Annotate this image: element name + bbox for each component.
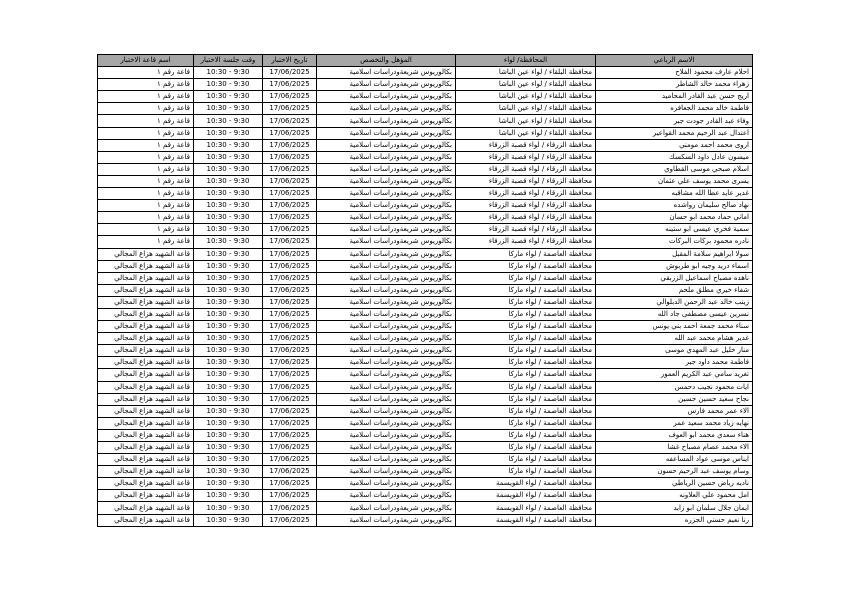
cell-full-name: اروى محمد احمد مومني	[596, 139, 753, 151]
cell-exam-date: 17/06/2025	[263, 381, 317, 393]
cell-exam-time: 9:30 - 10:30	[194, 139, 263, 151]
table-row	[98, 236, 753, 248]
table-row	[98, 200, 753, 212]
cell-exam-hall: قاعة الشهيد هزاع المجالي	[98, 284, 194, 296]
table-row	[98, 429, 753, 441]
table-row	[98, 321, 753, 333]
cell-exam-hall: قاعة الشهيد هزاع المجالي	[98, 417, 194, 429]
cell-full-name: اريج حسن عبد القادر المحاميد	[596, 91, 753, 103]
cell-qualification: بكالوريوس شريعةودراسات اسلامية	[317, 103, 456, 115]
cell-governorate: محافظة العاصمة / لواء القويسمة	[456, 514, 596, 526]
cell-exam-time: 9:30 - 10:30	[194, 333, 263, 345]
cell-exam-date: 17/06/2025	[263, 296, 317, 308]
cell-exam-time: 9:30 - 10:30	[194, 357, 263, 369]
cell-exam-time: 9:30 - 10:30	[194, 127, 263, 139]
cell-exam-time: 9:30 - 10:30	[194, 175, 263, 187]
cell-exam-hall: قاعة رقم ١	[98, 139, 194, 151]
table-row	[98, 163, 753, 175]
cell-exam-time: 9:30 - 10:30	[194, 454, 263, 466]
cell-governorate: محافظة العاصمة / لواء ماركا	[456, 357, 596, 369]
cell-governorate: محافظة العاصمة / لواء ماركا	[456, 369, 596, 381]
cell-exam-date: 17/06/2025	[263, 405, 317, 417]
cell-exam-date: 17/06/2025	[263, 442, 317, 454]
table-row	[98, 188, 753, 200]
cell-exam-hall: قاعة الشهيد هزاع المجالي	[98, 333, 194, 345]
cell-full-name: ايمان جلال سلمان ابو زايد	[596, 502, 753, 514]
cell-exam-time: 9:30 - 10:30	[194, 200, 263, 212]
table-row	[98, 67, 753, 79]
cell-exam-hall: قاعة الشهيد هزاع المجالي	[98, 466, 194, 478]
cell-qualification: بكالوريوس شريعةودراسات اسلامية	[317, 248, 456, 260]
cell-qualification: بكالوريوس شريعةودراسات اسلامية	[317, 442, 456, 454]
cell-governorate: محافظة العاصمة / لواء ماركا	[456, 272, 596, 284]
cell-exam-hall: قاعة رقم ١	[98, 224, 194, 236]
cell-exam-date: 17/06/2025	[263, 188, 317, 200]
cell-exam-date: 17/06/2025	[263, 478, 317, 490]
cell-exam-time: 9:30 - 10:30	[194, 308, 263, 320]
cell-governorate: محافظة العاصمة / لواء ماركا	[456, 333, 596, 345]
cell-full-name: اماني حماد محمد ابو حسان	[596, 212, 753, 224]
cell-exam-hall: قاعة الشهيد هزاع المجالي	[98, 442, 194, 454]
header-governorate: المحافظة/ لواء	[456, 55, 596, 67]
cell-exam-time: 9:30 - 10:30	[194, 272, 263, 284]
cell-full-name: غدير عايد عطا الله مشاقبه	[596, 188, 753, 200]
table-row	[98, 514, 753, 526]
cell-exam-time: 9:30 - 10:30	[194, 163, 263, 175]
cell-exam-date: 17/06/2025	[263, 67, 317, 79]
cell-governorate: محافظة العاصمة / لواء القويسمة	[456, 502, 596, 514]
header-exam-time: وقت جلسة الاختبار	[194, 55, 263, 67]
cell-exam-hall: قاعة رقم ١	[98, 115, 194, 127]
cell-qualification: بكالوريوس شريعةودراسات اسلامية	[317, 345, 456, 357]
cell-exam-date: 17/06/2025	[263, 308, 317, 320]
cell-full-name: نهاد صالح سليمان رواشده	[596, 200, 753, 212]
cell-qualification: بكالوريوس شريعةودراسات اسلامية	[317, 502, 456, 514]
cell-exam-time: 9:30 - 10:30	[194, 115, 263, 127]
cell-full-name: سولا ابراهيم سلامة المقبل	[596, 248, 753, 260]
cell-qualification: بكالوريوس شريعةودراسات اسلامية	[317, 188, 456, 200]
cell-exam-hall: قاعة الشهيد هزاع المجالي	[98, 478, 194, 490]
cell-full-name: ميسون عادل داود السكسك	[596, 151, 753, 163]
exam-schedule-sheet	[97, 54, 752, 527]
cell-governorate: محافظة الزرقاء / لواء قصبة الزرقاء	[456, 200, 596, 212]
header-qualification: المؤهل والتخصص	[317, 55, 456, 67]
cell-exam-time: 9:30 - 10:30	[194, 79, 263, 91]
cell-governorate: محافظة البلقاء / لواء عين الباشا	[456, 103, 596, 115]
cell-qualification: بكالوريوس شريعةودراسات اسلامية	[317, 381, 456, 393]
cell-governorate: محافظة العاصمة / لواء ماركا	[456, 442, 596, 454]
cell-exam-time: 9:30 - 10:30	[194, 345, 263, 357]
cell-full-name: الاء محمد عصام مصباح غشا	[596, 442, 753, 454]
cell-exam-hall: قاعة الشهيد هزاع المجالي	[98, 490, 194, 502]
cell-full-name: ناهده مصباح اسماعيل الزربقي	[596, 272, 753, 284]
cell-exam-hall: قاعة الشهيد هزاع المجالي	[98, 405, 194, 417]
cell-exam-hall: قاعة الشهيد هزاع المجالي	[98, 296, 194, 308]
cell-exam-date: 17/06/2025	[263, 357, 317, 369]
cell-exam-time: 9:30 - 10:30	[194, 236, 263, 248]
cell-full-name: الاء عمر محمد فارس	[596, 405, 753, 417]
cell-exam-hall: قاعة الشهيد هزاع المجالي	[98, 345, 194, 357]
cell-qualification: بكالوريوس شريعةودراسات اسلامية	[317, 151, 456, 163]
cell-qualification: بكالوريوس شريعةودراسات اسلامية	[317, 478, 456, 490]
cell-full-name: تغريد سامي عبد الكريم العمور	[596, 369, 753, 381]
cell-exam-time: 9:30 - 10:30	[194, 393, 263, 405]
table-body	[98, 67, 753, 527]
cell-governorate: محافظة العاصمة / لواء القويسمة	[456, 478, 596, 490]
cell-qualification: بكالوريوس شريعةودراسات اسلامية	[317, 127, 456, 139]
cell-qualification: بكالوريوس شريعةودراسات اسلامية	[317, 333, 456, 345]
cell-full-name: ايات محمود نجيب دحمس	[596, 381, 753, 393]
cell-full-name: فاطمة محمد داود جبر	[596, 357, 753, 369]
cell-qualification: بكالوريوس شريعةودراسات اسلامية	[317, 224, 456, 236]
table-row	[98, 490, 753, 502]
exam-schedule-table	[97, 54, 753, 527]
cell-qualification: بكالوريوس شريعةودراسات اسلامية	[317, 200, 456, 212]
cell-governorate: محافظة العاصمة / لواء ماركا	[456, 429, 596, 441]
table-row	[98, 139, 753, 151]
cell-exam-time: 9:30 - 10:30	[194, 442, 263, 454]
cell-qualification: بكالوريوس شريعةودراسات اسلامية	[317, 212, 456, 224]
table-row	[98, 248, 753, 260]
cell-exam-date: 17/06/2025	[263, 393, 317, 405]
header-exam-date: تاريخ الاختبار	[263, 55, 317, 67]
table-row	[98, 369, 753, 381]
cell-governorate: محافظة البلقاء / لواء عين الباشا	[456, 115, 596, 127]
cell-full-name: هناء سعدي محمد ابو العوف	[596, 429, 753, 441]
cell-qualification: بكالوريوس شريعةودراسات اسلامية	[317, 308, 456, 320]
cell-qualification: بكالوريوس شريعةودراسات اسلامية	[317, 357, 456, 369]
table-row	[98, 333, 753, 345]
table-row	[98, 284, 753, 296]
cell-qualification: بكالوريوس شريعةودراسات اسلامية	[317, 91, 456, 103]
cell-full-name: احلام عارف محمود الفلاح	[596, 67, 753, 79]
cell-exam-time: 9:30 - 10:30	[194, 212, 263, 224]
cell-exam-date: 17/06/2025	[263, 163, 317, 175]
cell-full-name: نسرين عيسى مصطفى جاد الله	[596, 308, 753, 320]
cell-exam-date: 17/06/2025	[263, 151, 317, 163]
cell-full-name: نادره محمود بركات البركات	[596, 236, 753, 248]
cell-exam-hall: قاعة رقم ١	[98, 67, 194, 79]
cell-governorate: محافظة البلقاء / لواء عين الباشا	[456, 91, 596, 103]
cell-governorate: محافظة العاصمة / لواء ماركا	[456, 393, 596, 405]
cell-exam-date: 17/06/2025	[263, 454, 317, 466]
cell-exam-date: 17/06/2025	[263, 417, 317, 429]
cell-full-name: ناديه رياض حسين الرياطي	[596, 478, 753, 490]
cell-full-name: منار خليل عبد المهدي موسى	[596, 345, 753, 357]
cell-full-name: نهايه زياد محمد سعيد عمر	[596, 417, 753, 429]
cell-governorate: محافظة البلقاء / لواء عين الباشا	[456, 79, 596, 91]
cell-governorate: محافظة العاصمة / لواء ماركا	[456, 417, 596, 429]
cell-governorate: محافظة الزرقاء / لواء قصبة الزرقاء	[456, 139, 596, 151]
cell-full-name: سمية فخري عيسى ابو ستينه	[596, 224, 753, 236]
cell-exam-date: 17/06/2025	[263, 212, 317, 224]
cell-qualification: بكالوريوس شريعةودراسات اسلامية	[317, 454, 456, 466]
header-full-name: الاسم الرباعي	[596, 55, 753, 67]
cell-exam-hall: قاعة الشهيد هزاع المجالي	[98, 502, 194, 514]
cell-exam-time: 9:30 - 10:30	[194, 151, 263, 163]
cell-exam-hall: قاعة الشهيد هزاع المجالي	[98, 429, 194, 441]
table-row	[98, 272, 753, 284]
table-row	[98, 466, 753, 478]
cell-qualification: بكالوريوس شريعةودراسات اسلامية	[317, 417, 456, 429]
table-row	[98, 417, 753, 429]
cell-full-name: شفاء خيري مطلق ملحم	[596, 284, 753, 296]
cell-exam-hall: قاعة الشهيد هزاع المجالي	[98, 357, 194, 369]
cell-exam-date: 17/06/2025	[263, 91, 317, 103]
cell-exam-time: 9:30 - 10:30	[194, 381, 263, 393]
cell-exam-time: 9:30 - 10:30	[194, 260, 263, 272]
cell-exam-hall: قاعة الشهيد هزاع المجالي	[98, 454, 194, 466]
cell-exam-hall: قاعة رقم ١	[98, 188, 194, 200]
cell-governorate: محافظة الزرقاء / لواء قصبة الزرقاء	[456, 175, 596, 187]
table-row	[98, 91, 753, 103]
table-row	[98, 296, 753, 308]
cell-qualification: بكالوريوس شريعةودراسات اسلامية	[317, 79, 456, 91]
cell-governorate: محافظة الزرقاء / لواء قصبة الزرقاء	[456, 224, 596, 236]
cell-governorate: محافظة الزرقاء / لواء قصبة الزرقاء	[456, 151, 596, 163]
cell-exam-date: 17/06/2025	[263, 369, 317, 381]
cell-full-name: وفاء عبد القادر جودت جبر	[596, 115, 753, 127]
cell-qualification: بكالوريوس شريعةودراسات اسلامية	[317, 115, 456, 127]
cell-exam-time: 9:30 - 10:30	[194, 490, 263, 502]
table-row	[98, 357, 753, 369]
cell-exam-date: 17/06/2025	[263, 103, 317, 115]
cell-exam-time: 9:30 - 10:30	[194, 429, 263, 441]
cell-qualification: بكالوريوس شريعةودراسات اسلامية	[317, 175, 456, 187]
cell-exam-time: 9:30 - 10:30	[194, 369, 263, 381]
table-row	[98, 224, 753, 236]
cell-qualification: بكالوريوس شريعةودراسات اسلامية	[317, 163, 456, 175]
cell-exam-hall: قاعة رقم ١	[98, 79, 194, 91]
cell-exam-hall: قاعة رقم ١	[98, 127, 194, 139]
cell-exam-hall: قاعة الشهيد هزاع المجالي	[98, 308, 194, 320]
cell-qualification: بكالوريوس شريعةودراسات اسلامية	[317, 272, 456, 284]
cell-exam-time: 9:30 - 10:30	[194, 296, 263, 308]
table-row	[98, 502, 753, 514]
cell-full-name: غدير هشام محمد عبد الله	[596, 333, 753, 345]
cell-exam-date: 17/06/2025	[263, 502, 317, 514]
cell-exam-hall: قاعة الشهيد هزاع المجالي	[98, 321, 194, 333]
cell-exam-hall: قاعة الشهيد هزاع المجالي	[98, 369, 194, 381]
cell-governorate: محافظة العاصمة / لواء ماركا	[456, 308, 596, 320]
cell-governorate: محافظة الزرقاء / لواء قصبة الزرقاء	[456, 236, 596, 248]
cell-exam-date: 17/06/2025	[263, 79, 317, 91]
table-row	[98, 115, 753, 127]
cell-exam-hall: قاعة رقم ١	[98, 91, 194, 103]
header-exam-hall: اسم قاعة الاختبار	[98, 55, 194, 67]
cell-exam-date: 17/06/2025	[263, 248, 317, 260]
cell-exam-time: 9:30 - 10:30	[194, 417, 263, 429]
cell-full-name: اسلام صبحي موسى القطاوي	[596, 163, 753, 175]
cell-exam-date: 17/06/2025	[263, 345, 317, 357]
cell-qualification: بكالوريوس شريعةودراسات اسلامية	[317, 284, 456, 296]
table-row	[98, 212, 753, 224]
cell-exam-time: 9:30 - 10:30	[194, 188, 263, 200]
cell-governorate: محافظة العاصمة / لواء ماركا	[456, 296, 596, 308]
cell-exam-hall: قاعة رقم ١	[98, 163, 194, 175]
cell-governorate: محافظة العاصمة / لواء ماركا	[456, 284, 596, 296]
table-row	[98, 308, 753, 320]
cell-exam-date: 17/06/2025	[263, 272, 317, 284]
cell-exam-hall: قاعة رقم ١	[98, 236, 194, 248]
cell-exam-date: 17/06/2025	[263, 490, 317, 502]
cell-full-name: فاطمة خالد محمد الجعافره	[596, 103, 753, 115]
cell-qualification: بكالوريوس شريعةودراسات اسلامية	[317, 321, 456, 333]
cell-exam-date: 17/06/2025	[263, 200, 317, 212]
cell-qualification: بكالوريوس شريعةودراسات اسلامية	[317, 393, 456, 405]
cell-exam-date: 17/06/2025	[263, 260, 317, 272]
cell-governorate: محافظة الزرقاء / لواء قصبة الزرقاء	[456, 163, 596, 175]
cell-governorate: محافظة العاصمة / لواء ماركا	[456, 454, 596, 466]
cell-exam-date: 17/06/2025	[263, 429, 317, 441]
table-row	[98, 175, 753, 187]
cell-exam-hall: قاعة رقم ١	[98, 212, 194, 224]
cell-governorate: محافظة العاصمة / لواء ماركا	[456, 381, 596, 393]
cell-full-name: وسام يوسف عبد الرحيم حسون	[596, 466, 753, 478]
cell-exam-time: 9:30 - 10:30	[194, 502, 263, 514]
cell-exam-time: 9:30 - 10:30	[194, 466, 263, 478]
cell-full-name: امل محمود علي العلاونه	[596, 490, 753, 502]
cell-full-name: يسرى محمد يوسف علي عثمان	[596, 175, 753, 187]
table-row	[98, 345, 753, 357]
cell-qualification: بكالوريوس شريعةودراسات اسلامية	[317, 466, 456, 478]
cell-full-name: اعتدال عبد الرحيم محمد القواعير	[596, 127, 753, 139]
cell-exam-date: 17/06/2025	[263, 514, 317, 526]
cell-qualification: بكالوريوس شريعةودراسات اسلامية	[317, 67, 456, 79]
cell-governorate: محافظة البلقاء / لواء عين الباشا	[456, 127, 596, 139]
cell-exam-hall: قاعة رقم ١	[98, 200, 194, 212]
cell-exam-hall: قاعة رقم ١	[98, 103, 194, 115]
cell-full-name: نجاح سعيد حسين حسين	[596, 393, 753, 405]
cell-exam-date: 17/06/2025	[263, 321, 317, 333]
cell-exam-time: 9:30 - 10:30	[194, 67, 263, 79]
cell-exam-time: 9:30 - 10:30	[194, 284, 263, 296]
cell-exam-date: 17/06/2025	[263, 139, 317, 151]
cell-qualification: بكالوريوس شريعةودراسات اسلامية	[317, 139, 456, 151]
cell-full-name: ايناس موسى عواد المساعفه	[596, 454, 753, 466]
cell-exam-date: 17/06/2025	[263, 127, 317, 139]
table-row	[98, 393, 753, 405]
cell-exam-time: 9:30 - 10:30	[194, 321, 263, 333]
cell-qualification: بكالوريوس شريعةودراسات اسلامية	[317, 429, 456, 441]
cell-qualification: بكالوريوس شريعةودراسات اسلامية	[317, 405, 456, 417]
cell-governorate: محافظة العاصمة / لواء ماركا	[456, 345, 596, 357]
table-row	[98, 381, 753, 393]
cell-exam-hall: قاعة رقم ١	[98, 151, 194, 163]
cell-exam-time: 9:30 - 10:30	[194, 103, 263, 115]
cell-exam-time: 9:30 - 10:30	[194, 514, 263, 526]
cell-governorate: محافظة الزرقاء / لواء قصبة الزرقاء	[456, 188, 596, 200]
cell-qualification: بكالوريوس شريعةودراسات اسلامية	[317, 490, 456, 502]
cell-exam-time: 9:30 - 10:30	[194, 91, 263, 103]
cell-exam-hall: قاعة الشهيد هزاع المجالي	[98, 248, 194, 260]
cell-governorate: محافظة العاصمة / لواء ماركا	[456, 260, 596, 272]
cell-exam-hall: قاعة الشهيد هزاع المجالي	[98, 381, 194, 393]
cell-full-name: رنا نعيم حسني الجزره	[596, 514, 753, 526]
cell-full-name: زينب خالد عبد الرحمن الدبلوالي	[596, 296, 753, 308]
table-row	[98, 478, 753, 490]
cell-governorate: محافظة البلقاء / لواء عين الباشا	[456, 67, 596, 79]
cell-exam-hall: قاعة الشهيد هزاع المجالي	[98, 393, 194, 405]
cell-exam-date: 17/06/2025	[263, 175, 317, 187]
cell-exam-time: 9:30 - 10:30	[194, 405, 263, 417]
cell-governorate: محافظة العاصمة / لواء ماركا	[456, 405, 596, 417]
cell-exam-date: 17/06/2025	[263, 115, 317, 127]
cell-exam-time: 9:30 - 10:30	[194, 248, 263, 260]
cell-qualification: بكالوريوس شريعةودراسات اسلامية	[317, 296, 456, 308]
cell-exam-date: 17/06/2025	[263, 466, 317, 478]
cell-exam-date: 17/06/2025	[263, 236, 317, 248]
cell-governorate: محافظة العاصمة / لواء ماركا	[456, 466, 596, 478]
cell-qualification: بكالوريوس شريعةودراسات اسلامية	[317, 369, 456, 381]
cell-qualification: بكالوريوس شريعةودراسات اسلامية	[317, 260, 456, 272]
cell-governorate: محافظة الزرقاء / لواء قصبة الزرقاء	[456, 212, 596, 224]
cell-governorate: محافظة العاصمة / لواء القويسمة	[456, 490, 596, 502]
cell-full-name: زهراء محمد خالد الشاطر	[596, 79, 753, 91]
table-row	[98, 79, 753, 91]
table-header-row	[98, 55, 753, 67]
table-row	[98, 405, 753, 417]
cell-full-name: اسماء دريد وجيه ابو طربوش	[596, 260, 753, 272]
cell-exam-hall: قاعة الشهيد هزاع المجالي	[98, 272, 194, 284]
cell-governorate: محافظة العاصمة / لواء ماركا	[456, 321, 596, 333]
table-row	[98, 454, 753, 466]
table-row	[98, 442, 753, 454]
table-row	[98, 127, 753, 139]
cell-qualification: بكالوريوس شريعةودراسات اسلامية	[317, 514, 456, 526]
cell-exam-time: 9:30 - 10:30	[194, 478, 263, 490]
cell-full-name: سناء محمد جمعة احمد بني يونس	[596, 321, 753, 333]
cell-exam-date: 17/06/2025	[263, 284, 317, 296]
cell-governorate: محافظة العاصمة / لواء ماركا	[456, 248, 596, 260]
cell-qualification: بكالوريوس شريعةودراسات اسلامية	[317, 236, 456, 248]
cell-exam-hall: قاعة الشهيد هزاع المجالي	[98, 260, 194, 272]
cell-exam-date: 17/06/2025	[263, 333, 317, 345]
cell-exam-date: 17/06/2025	[263, 224, 317, 236]
cell-exam-hall: قاعة الشهيد هزاع المجالي	[98, 514, 194, 526]
table-row	[98, 151, 753, 163]
cell-exam-time: 9:30 - 10:30	[194, 224, 263, 236]
table-row	[98, 103, 753, 115]
table-row	[98, 260, 753, 272]
cell-exam-hall: قاعة رقم ١	[98, 175, 194, 187]
